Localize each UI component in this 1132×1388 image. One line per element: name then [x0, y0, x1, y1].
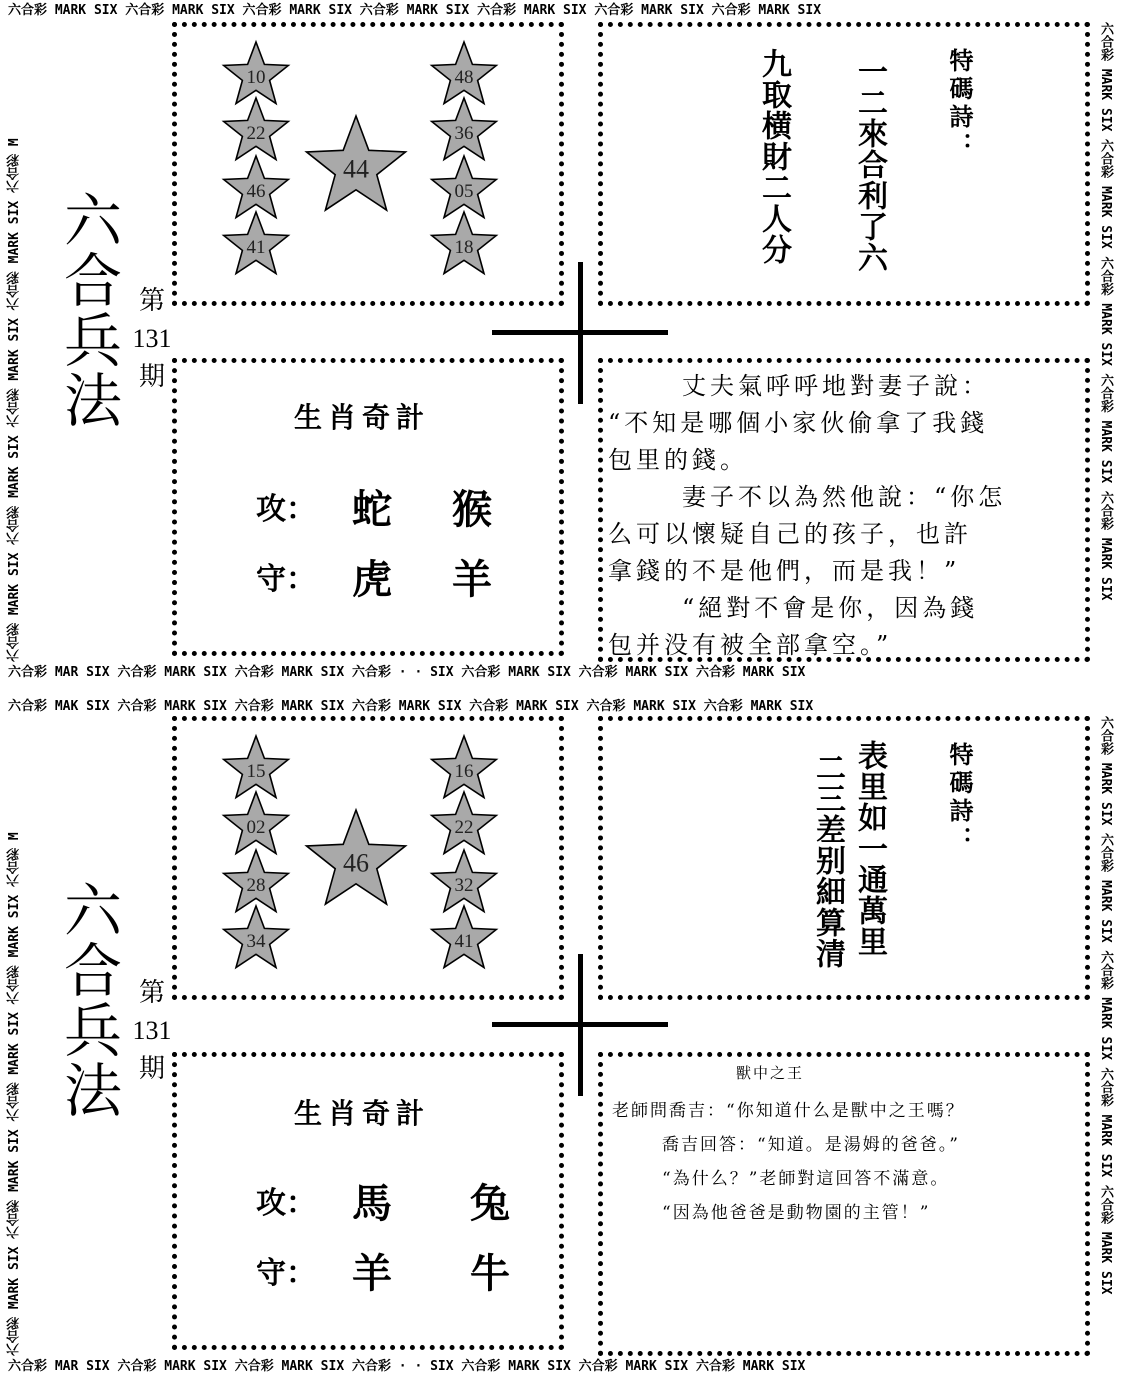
- issue-number: 131: [132, 1016, 172, 1045]
- attack-row: [256, 1172, 526, 1227]
- left-star: [224, 212, 289, 274]
- story-line: 丈夫氣呼呼地對妻子說：: [682, 372, 990, 400]
- story-text: [612, 1056, 1082, 1230]
- poem-heading: 特碼詩：: [945, 742, 974, 854]
- right-border-band-2: 六合彩 MARK SIX 六合彩 MARK SIX 六合彩 MARK SIX 六合彩 MARK SIX 六合彩 MARK SIX: [1098, 716, 1113, 1295]
- attack-zodiac-2: 兔: [470, 1180, 510, 1227]
- issue-prefix: 第: [138, 286, 165, 315]
- right-border-band-1: 六合彩 MARK SIX 六合彩 MARK SIX 六合彩 MARK SIX 六合彩 MARK SIX 六合彩 MARK SIX: [1098, 22, 1113, 601]
- left-star: [224, 850, 289, 912]
- poem-line-1: 表里如一通萬里: [852, 740, 887, 957]
- star-number: 10: [246, 66, 266, 88]
- star-number: 22: [454, 816, 474, 838]
- poem-heading: 特碼詩：: [945, 48, 974, 160]
- poem-line-2: 九取横財二人分: [756, 48, 791, 265]
- story-line: 么可以懷疑自己的孩子，也許: [608, 520, 972, 548]
- attack-label: 攻：: [256, 492, 316, 527]
- center-star: [307, 810, 406, 904]
- star-number: 41: [246, 236, 266, 258]
- issue-suffix: 期: [138, 1054, 165, 1083]
- star-number: 16: [454, 760, 474, 782]
- star-number: 46: [343, 848, 369, 878]
- middle-border-band-1: 六合彩 MAR SIX 六合彩 MARK SIX 六合彩 MARK SIX 六合彩 · · SIX 六合彩 MARK SIX 六合彩 MARK SIX 六合彩 MARK SIX: [8, 665, 806, 680]
- story-title: 獸中之王: [736, 1064, 805, 1082]
- issue-suffix: 期: [138, 362, 165, 391]
- attack-row: [256, 478, 516, 533]
- story-line: “絕對不會是你，因為錢: [682, 594, 979, 622]
- right-star: [432, 850, 497, 912]
- left-star: [224, 156, 289, 218]
- right-star: [432, 212, 497, 274]
- story-line: “為什么？”老師對這回答不滿意。: [662, 1169, 950, 1189]
- story-line: 喬吉回答：“知道。是湯姆的爸爸。”: [662, 1135, 960, 1155]
- star-number: 44: [343, 154, 369, 184]
- story-text: [608, 368, 1084, 664]
- star-number: 46: [246, 180, 266, 202]
- right-star: [432, 792, 497, 854]
- defend-zodiac-1: 虎: [352, 556, 392, 603]
- right-star: [432, 906, 497, 968]
- story-line: 老師問喬吉：“你知道什么是獸中之王嗎？: [612, 1101, 965, 1121]
- defend-row: [256, 1242, 526, 1297]
- star-numbers: [172, 716, 564, 1000]
- defend-label: 守：: [256, 562, 316, 597]
- star-numbers: [172, 22, 564, 306]
- star-number: 32: [454, 874, 474, 896]
- star-number: 15: [246, 760, 266, 782]
- cross-vertical: [578, 262, 583, 404]
- poem-line-1: 一二來合利了六: [852, 56, 887, 273]
- right-star: [432, 156, 497, 218]
- defend-zodiac-2: 牛: [470, 1250, 510, 1297]
- right-star: [432, 736, 497, 798]
- left-star: [224, 736, 289, 798]
- star-number: 18: [454, 236, 474, 258]
- center-star: [307, 116, 406, 210]
- zodiac-title: 生肖奇計: [294, 401, 431, 434]
- story-line: 包里的錢。: [608, 446, 748, 474]
- middle-border-band-2: 六合彩 MAK SIX 六合彩 MARK SIX 六合彩 MARK SIX 六合彩 MARK SIX 六合彩 MARK SIX 六合彩 MARK SIX 六合彩 MARK SIX: [8, 699, 814, 714]
- star-number: 22: [246, 122, 266, 144]
- issue-number: 131: [132, 324, 172, 353]
- defend-zodiac-1: 羊: [352, 1250, 392, 1297]
- star-number: 36: [454, 122, 474, 144]
- star-number: 05: [454, 180, 474, 202]
- star-number: 41: [454, 930, 474, 952]
- star-number: 34: [246, 930, 266, 952]
- panel-title: 六合兵法: [54, 190, 122, 430]
- attack-zodiac-1: 馬: [352, 1180, 392, 1227]
- left-border-band-1: 六合彩 MARK SIX 六合彩 MARK SIX 六合彩 MARK SIX 六合彩 MARK SIX 六合彩 M: [7, 138, 22, 662]
- defend-label: 守：: [256, 1256, 316, 1291]
- attack-zodiac-2: 猴: [452, 486, 492, 533]
- bottom-border-band: 六合彩 MAR SIX 六合彩 MARK SIX 六合彩 MARK SIX 六合彩 · · SIX 六合彩 MARK SIX 六合彩 MARK SIX 六合彩 MARK SIX: [8, 1359, 806, 1374]
- defend-row: [256, 548, 516, 603]
- right-star: [432, 42, 497, 104]
- story-line: “因為他爸爸是動物園的主管！”: [662, 1203, 931, 1223]
- issue-prefix: 第: [138, 978, 165, 1007]
- panel-title: 六合兵法: [54, 880, 122, 1120]
- story-line: 包并没有被全部拿空。”: [608, 631, 893, 659]
- star-number: 48: [454, 66, 474, 88]
- left-star: [224, 42, 289, 104]
- attack-label: 攻：: [256, 1186, 316, 1221]
- top-border-band: 六合彩 MARK SIX 六合彩 MARK SIX 六合彩 MARK SIX 六合彩 MARK SIX 六合彩 MARK SIX 六合彩 MARK SIX 六合彩 MARK SIX: [8, 3, 822, 18]
- left-border-band-2: 六合彩 MARK SIX 六合彩 MARK SIX 六合彩 MARK SIX 六合彩 MARK SIX 六合彩 M: [7, 832, 22, 1356]
- story-line: 妻子不以為然他說：“你怎: [682, 483, 1007, 511]
- story-line: “不知是哪個小家伙偷拿了我錢: [608, 409, 989, 437]
- star-number: 28: [246, 874, 266, 896]
- left-star: [224, 906, 289, 968]
- story-line: 拿錢的不是他們，而是我！”: [608, 557, 961, 585]
- attack-zodiac-1: 蛇: [352, 486, 392, 533]
- zodiac-title: 生肖奇計: [294, 1097, 431, 1130]
- star-number: 02: [246, 816, 266, 838]
- defend-zodiac-2: 羊: [452, 556, 492, 603]
- left-star: [224, 792, 289, 854]
- right-star: [432, 98, 497, 160]
- cross-vertical: [578, 954, 583, 1096]
- poem-line-2: 二三差别細算清: [810, 752, 845, 969]
- poem-box: [598, 22, 1090, 306]
- left-star: [224, 98, 289, 160]
